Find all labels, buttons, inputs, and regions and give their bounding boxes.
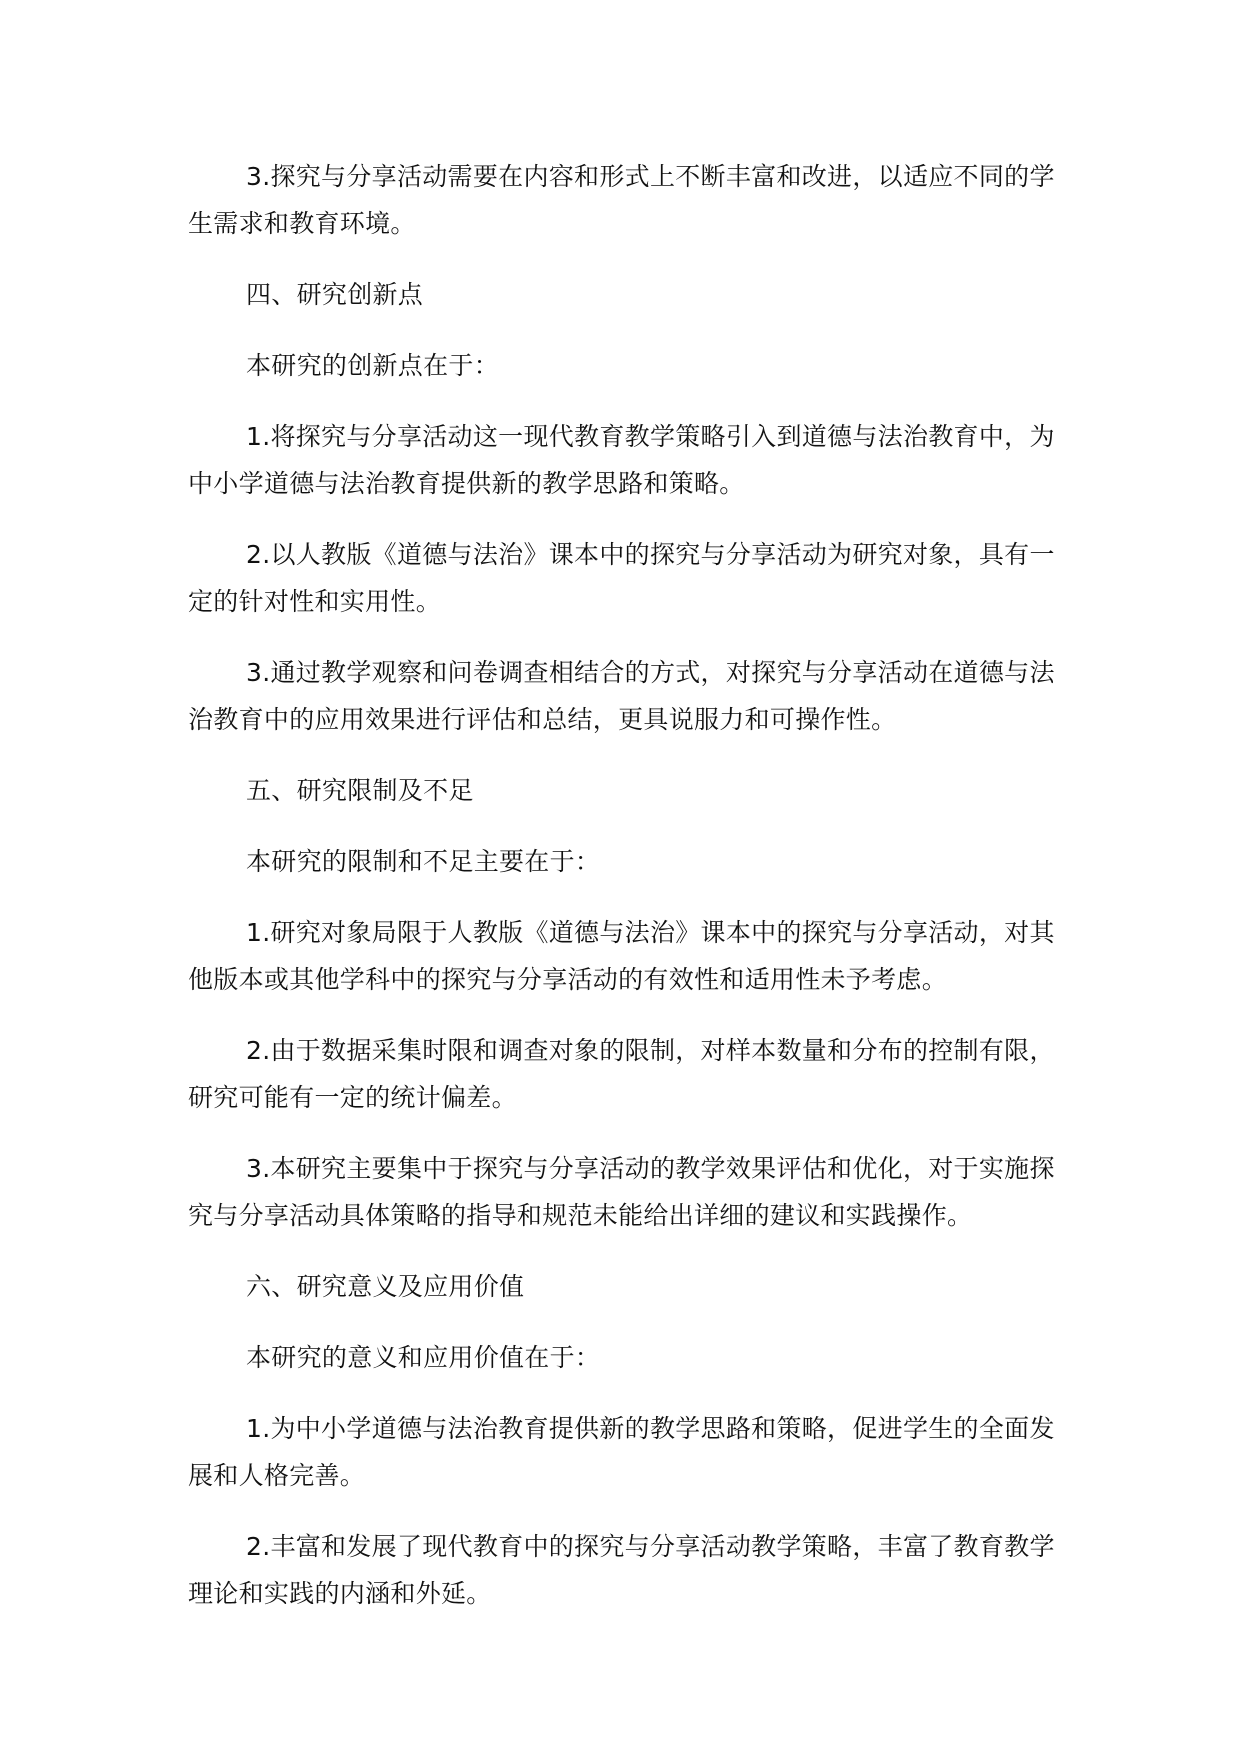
paragraph-innovation-lead: 本研究的创新点在于： (246, 351, 500, 380)
paragraph-limitations-item-2: 2.由于数据采集时限和调查对象的限制，对样本数量和分布的控制有限，研究可能有一定的统计偏差。 (188, 1036, 1055, 1112)
paragraph-limitations-item-3: 3.本研究主要集中于探究与分享活动的教学效果评估和优化，对于实施探究与分享活动具体策略的指导和规范未能给出详细的建议和实践操作。 (188, 1154, 1055, 1230)
paragraph-significance-item-1: 1.为中小学道德与法治教育提供新的教学思路和策略，促进学生的全面发展和人格完善。 (188, 1414, 1055, 1490)
paragraph-limitations-lead: 本研究的限制和不足主要在于： (246, 847, 601, 876)
paragraph-innovation-item-1: 1.将探究与分享活动这一现代教育教学策略引入到道德与法治教育中，为中小学道德与法治教育提供新的教学思路和策略。 (188, 422, 1055, 498)
document-body (188, 153, 1070, 1641)
paragraph-innovation-item-2: 2.以人教版《道德与法治》课本中的探究与分享活动为研究对象，具有一定的针对性和实用性。 (188, 540, 1055, 616)
paragraph-limitations-item-1: 1.研究对象局限于人教版《道德与法治》课本中的探究与分享活动，对其他版本或其他学科中的探究与分享活动的有效性和适用性未予考虑。 (188, 918, 1055, 994)
paragraph-significance-lead: 本研究的意义和应用价值在于： (246, 1343, 601, 1372)
paragraph-innovation-item-3: 3.通过教学观察和问卷调查相结合的方式，对探究与分享活动在道德与法治教育中的应用效果进行评估和总结，更具说服力和可操作性。 (188, 658, 1055, 734)
section-heading-innovation: 四、研究创新点 (246, 280, 424, 309)
paragraph-item-3-diversity: 3.探究与分享活动需要在内容和形式上不断丰富和改进，以适应不同的学生需求和教育环境。 (188, 162, 1055, 238)
section-heading-significance: 六、研究意义及应用价值 (246, 1272, 525, 1301)
paragraph-significance-item-2: 2.丰富和发展了现代教育中的探究与分享活动教学策略，丰富了教育教学理论和实践的内涵和外延。 (188, 1532, 1055, 1608)
section-heading-limitations: 五、研究限制及不足 (246, 776, 474, 805)
